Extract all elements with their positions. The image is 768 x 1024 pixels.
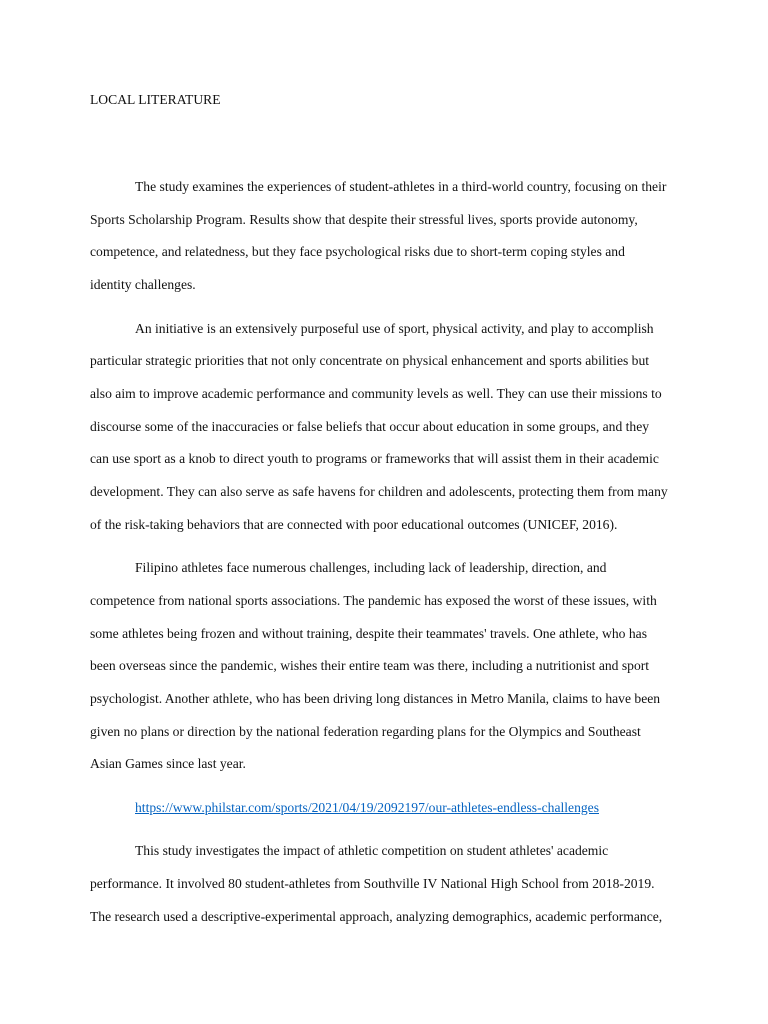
text-line: psychologist. Another athlete, who has been driving long distances in Metro Manila, claims to have been (90, 690, 661, 706)
text-line: discourse some of the inaccuracies or false beliefs that occur about education in some groups, and they (90, 418, 650, 434)
text-line: particular strategic priorities that not only concentrate on physical enhancement and sports abilities but (90, 353, 650, 369)
text-line: The study examines the experiences of student-athletes in a third-world country, focusing on their (135, 178, 667, 194)
text-line: some athletes being frozen and without training, despite their teammates' travels. One athlete, who has (90, 625, 647, 641)
text-line: development. They can also serve as safe havens for children and adolescents, protecting them from many (90, 483, 668, 499)
text-line: also aim to improve academic performance and community levels as well. They can use their missions to (90, 385, 662, 401)
text-line: The research used a descriptive-experimental approach, analyzing demographics, academic performance, (90, 908, 663, 924)
text-line: competence, and relatedness, but they face psychological risks due to short-term coping styles and (90, 244, 625, 260)
link-paragraph (90, 792, 678, 825)
paragraph-2 (90, 313, 678, 542)
text-line: of the risk-taking behaviors that are connected with poor educational outcomes (UNICEF, 2016). (90, 516, 618, 532)
text-line: Sports Scholarship Program. Results show that despite their stressful lives, sports provide autonomy, (90, 211, 638, 227)
text-line: Asian Games since last year. (90, 756, 246, 772)
paragraph-1 (90, 171, 678, 302)
paragraph-3 (90, 552, 678, 781)
text-line: This study investigates the impact of athletic competition on student athletes' academic (135, 843, 609, 859)
text-line: An initiative is an extensively purposeful use of sport, physical activity, and play to accomplish (135, 320, 654, 336)
text-line: been overseas since the pandemic, wishes their entire team was there, including a nutritionist and sport (90, 658, 650, 674)
text-line: can use sport as a knob to direct youth to programs or frameworks that will assist them in their academic (90, 451, 659, 467)
source-link[interactable]: https://www.philstar.com/sports/2021/04/19/2092197/our-athletes-endless-challenges (135, 799, 599, 815)
text-line: identity challenges. (90, 277, 196, 293)
text-line: competence from national sports associations. The pandemic has exposed the worst of these issues, with (90, 592, 657, 608)
section-heading: LOCAL LITERATURE (90, 92, 221, 107)
document-body (90, 84, 678, 933)
text-line: given no plans or direction by the national federation regarding plans for the Olympics and Southeast (90, 723, 641, 739)
text-line: Filipino athletes face numerous challenges, including lack of leadership, direction, and (135, 560, 607, 576)
text-line: performance. It involved 80 student-athletes from Southville IV National High School from 2018-2019. (90, 875, 655, 891)
link-line (90, 792, 678, 825)
paragraph-4 (90, 835, 678, 933)
